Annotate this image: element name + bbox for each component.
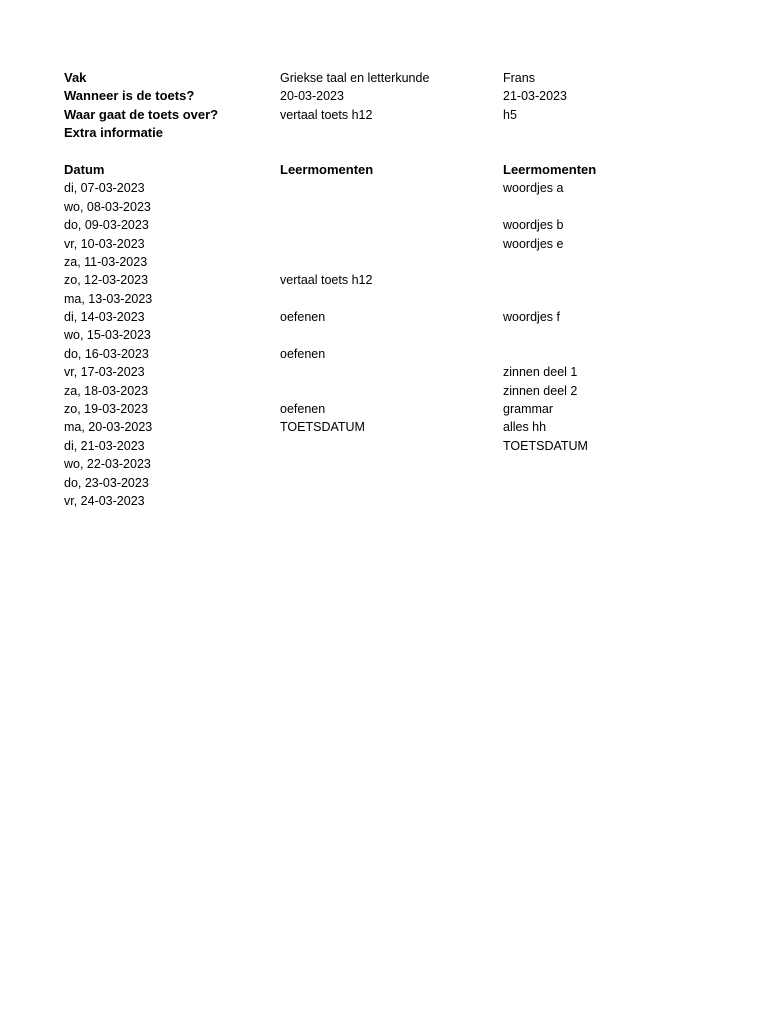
date-cell: ma, 20-03-2023 xyxy=(64,420,153,435)
schedule-row xyxy=(64,326,704,344)
leermoment-cell xyxy=(503,253,683,271)
spreadsheet xyxy=(64,69,704,510)
leermoment-cell xyxy=(503,492,683,510)
leermoment-cell: alles hh xyxy=(503,420,547,435)
leermoment-cell xyxy=(503,455,683,473)
leermoment-cell: TOETSDATUM xyxy=(280,420,365,435)
schedule-row xyxy=(64,290,704,308)
leermoment-cell xyxy=(280,198,503,216)
leermoment-cell xyxy=(503,290,683,308)
date-cell: di, 14-03-2023 xyxy=(64,310,145,325)
info-cell: h5 xyxy=(503,107,517,122)
leermoment-cell xyxy=(280,326,503,344)
schedule-row xyxy=(64,400,704,418)
leermoment-cell: vertaal toets h12 xyxy=(280,273,373,288)
leermoment-cell: oefenen xyxy=(280,402,326,417)
leermoment-cell xyxy=(280,455,503,473)
leermoment-cell: woordjes f xyxy=(503,310,560,325)
schedule-row xyxy=(64,216,704,234)
schedule-row xyxy=(64,271,704,289)
leermoment-cell: woordjes b xyxy=(503,218,564,233)
schedule-row xyxy=(64,437,704,455)
leermoment-cell xyxy=(280,382,503,400)
schedule-header-row xyxy=(64,161,704,179)
leermoment-cell: zinnen deel 1 xyxy=(503,365,578,380)
schedule-row xyxy=(64,382,704,400)
leermoment-cell xyxy=(280,253,503,271)
leermoment-cell xyxy=(280,216,503,234)
date-cell: ma, 13-03-2023 xyxy=(64,291,153,306)
leermoment-cell: grammar xyxy=(503,402,554,417)
info-row-vak xyxy=(64,69,704,87)
leermoment-cell: woordjes e xyxy=(503,236,564,251)
date-cell: za, 11-03-2023 xyxy=(64,254,148,269)
leermoment-cell: oefenen xyxy=(280,310,326,325)
info-row-waar xyxy=(64,106,704,124)
info-cell xyxy=(280,124,503,142)
info-cell: 21-03-2023 xyxy=(503,89,567,104)
leermoment-cell xyxy=(280,474,503,492)
leermoment-cell xyxy=(280,492,503,510)
date-cell: di, 21-03-2023 xyxy=(64,438,145,453)
schedule-row xyxy=(64,198,704,216)
leermoment-cell xyxy=(280,179,503,197)
info-label: Extra informatie xyxy=(64,125,163,141)
column-header-datum: Datum xyxy=(64,161,105,177)
schedule-row xyxy=(64,253,704,271)
leermoment-cell: zinnen deel 2 xyxy=(503,383,578,398)
schedule-row xyxy=(64,179,704,197)
info-cell xyxy=(503,124,683,142)
info-label: Wanneer is de toets? xyxy=(64,88,195,104)
schedule-row xyxy=(64,308,704,326)
info-cell: vertaal toets h12 xyxy=(280,107,373,122)
leermoment-cell: TOETSDATUM xyxy=(503,438,588,453)
leermoment-cell xyxy=(280,235,503,253)
schedule-row xyxy=(64,345,704,363)
date-cell: zo, 19-03-2023 xyxy=(64,402,149,417)
leermoment-cell xyxy=(280,363,503,381)
schedule-row xyxy=(64,455,704,473)
schedule-body xyxy=(64,179,704,510)
info-cell: 20-03-2023 xyxy=(280,89,344,104)
date-cell: do, 16-03-2023 xyxy=(64,346,149,361)
leermoment-cell xyxy=(280,290,503,308)
column-header-leermomenten-2: Leermomenten xyxy=(503,161,597,177)
info-row-wanneer xyxy=(64,87,704,105)
leermoment-cell xyxy=(503,345,683,363)
schedule-row xyxy=(64,474,704,492)
info-row-extra xyxy=(64,124,704,142)
date-cell: za, 18-03-2023 xyxy=(64,383,149,398)
date-cell: do, 09-03-2023 xyxy=(64,218,149,233)
date-cell: wo, 08-03-2023 xyxy=(64,199,151,214)
date-cell: vr, 24-03-2023 xyxy=(64,493,145,508)
leermoment-cell xyxy=(503,326,683,344)
info-cell: Griekse taal en letterkunde xyxy=(280,71,430,85)
date-cell: di, 07-03-2023 xyxy=(64,181,145,196)
schedule-row xyxy=(64,363,704,381)
empty-row xyxy=(64,143,704,161)
date-cell: wo, 15-03-2023 xyxy=(64,328,151,343)
leermoment-cell xyxy=(503,474,683,492)
info-block xyxy=(64,69,704,143)
leermoment-cell: woordjes a xyxy=(503,181,564,196)
info-label: Waar gaat de toets over? xyxy=(64,106,219,122)
date-cell: do, 23-03-2023 xyxy=(64,475,149,490)
date-cell: zo, 12-03-2023 xyxy=(64,273,149,288)
schedule-row xyxy=(64,235,704,253)
info-cell: Frans xyxy=(503,71,535,85)
leermoment-cell xyxy=(503,271,683,289)
leermoment-cell: oefenen xyxy=(280,346,326,361)
leermoment-cell xyxy=(280,437,503,455)
column-header-leermomenten-1: Leermomenten xyxy=(280,161,374,177)
info-label: Vak xyxy=(64,70,87,85)
date-cell: wo, 22-03-2023 xyxy=(64,457,151,472)
schedule-row xyxy=(64,492,704,510)
date-cell: vr, 17-03-2023 xyxy=(64,365,145,380)
date-cell: vr, 10-03-2023 xyxy=(64,236,145,251)
leermoment-cell xyxy=(503,198,683,216)
schedule-row xyxy=(64,418,704,436)
